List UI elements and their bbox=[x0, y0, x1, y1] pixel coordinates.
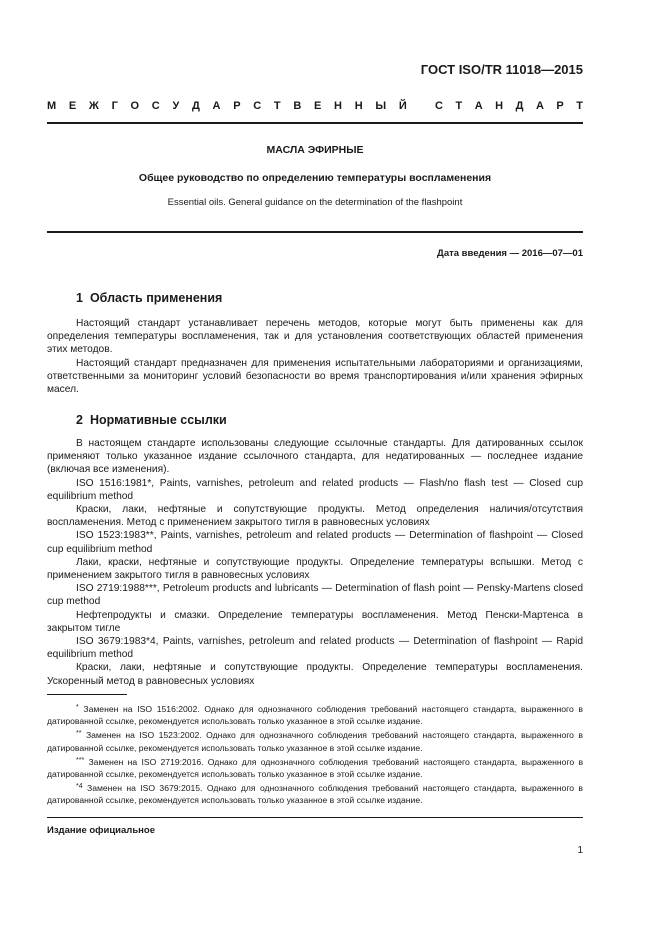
banner-letter: Е bbox=[314, 100, 322, 112]
interstate-standard-banner bbox=[47, 100, 583, 112]
banner-letter: Д bbox=[515, 100, 524, 112]
document-title-english: Essential oils. General guidance on the determination of the flashpoint bbox=[167, 197, 463, 208]
footnote: $^{*4}$ Заменен на ISO 3679:2015. Однако для однозначного соблюдения требований настоящего стандарта, выраженного в датированной ссылке, рекомендуется использовать только указанное в этой ссылке издание. bbox=[47, 783, 583, 806]
banner-letter: С bbox=[253, 100, 262, 112]
banner-letter: Ы bbox=[375, 100, 387, 112]
reference-entry: ISO 2719:1988***, Petroleum products and lubricants — Determination of flash point — Pensky-Martens closed cup method bbox=[47, 583, 583, 608]
standard-word bbox=[435, 100, 583, 112]
paragraph: В настоящем стандарте использованы следующие ссылочные стандарты. Для датированных ссылок применяют только указанное издание ссылочного стандарта, для недатированных — последнее издание (включая все изменения). bbox=[47, 438, 583, 476]
section-1-heading bbox=[76, 291, 222, 305]
footnotes bbox=[47, 702, 583, 808]
footnote: * Заменен на ISO 1516:2002. Однако для однозначного соблюдения требований настоящего стандарта, выраженного в датированной ссылке, рекомендуется использовать только указанное в этой ссылке издание. bbox=[47, 704, 583, 727]
title-rule bbox=[47, 231, 583, 233]
banner-letter: Т bbox=[455, 100, 463, 112]
banner-letter: Т bbox=[273, 100, 281, 112]
banner-letter: А bbox=[474, 100, 483, 112]
banner-letter: У bbox=[172, 100, 180, 112]
banner-letter: В bbox=[293, 100, 302, 112]
paragraph: Настоящий стандарт предназначен для применения испытательными лабораториями и организациями, ответственными за мониторинг условий безопасности во время транспортирования и/или хранения эфирных масел. bbox=[47, 357, 583, 396]
reference-entry: Краски, лаки, нефтяные и сопутствующие продукты. Определение температуры воспламенения. Ускоренный метод в равновесных условиях bbox=[47, 662, 583, 687]
reference-entry: ISO 1516:1981*, Paints, varnishes, petroleum and related products — Flash/no flash test — Closed cup equilibrium method bbox=[47, 477, 583, 502]
document-code: ГОСТ ISO/TR 11018—2015 bbox=[420, 62, 583, 77]
reference-entry: Лаки, краски, нефтяные и сопутствующие продукты. Определение температуры вспышки. Метод с применением закрытого тигля в равновесных условиях bbox=[47, 556, 583, 582]
document-subtitle: Общее руководство по определению температуры воспламенения bbox=[138, 172, 492, 184]
banner-letter: О bbox=[130, 100, 140, 112]
section-2-body bbox=[47, 437, 583, 688]
banner-letter: Й bbox=[398, 100, 407, 112]
banner-letter: Н bbox=[334, 100, 342, 112]
banner-letter: А bbox=[535, 100, 544, 112]
official-edition-label: Издание официальное bbox=[47, 825, 155, 836]
footer-rule bbox=[47, 817, 583, 818]
footnote-separator bbox=[47, 694, 127, 695]
section-2-heading bbox=[76, 413, 227, 427]
banner-letter: А bbox=[212, 100, 221, 112]
page-number: 1 bbox=[577, 845, 583, 856]
banner-letter: Г bbox=[111, 100, 118, 112]
banner-letter: С bbox=[151, 100, 160, 112]
reference-entry: Краски, лаки, нефтяные и сопутствующие продукты. Метод определения наличия/отсутствия воспламенения. Метод с применением закрытого тигля в равновесных условиях bbox=[47, 504, 583, 529]
section-1-body bbox=[47, 317, 583, 396]
interstate-word bbox=[47, 100, 407, 112]
introduction-date: Дата введения — 2016—07—01 bbox=[437, 248, 583, 259]
section-number: 1 bbox=[76, 291, 83, 305]
banner-letter: Д bbox=[192, 100, 200, 112]
paragraph: Настоящий стандарт устанавливает перечень методов, которые могут быть применены как для определения температуры воспламенения, так и для установления соответствующих областей применения этих методов. bbox=[47, 318, 583, 356]
reference-entry: Нефтепродукты и смазки. Определение температуры воспламенения. Метод Пенски-Мартенса в закрытом тигле bbox=[47, 609, 583, 634]
document-title: МАСЛА ЭФИРНЫЕ bbox=[266, 144, 364, 156]
banner-letter: Т bbox=[576, 100, 583, 112]
banner-letter: Р bbox=[233, 100, 241, 112]
section-number: 2 bbox=[76, 413, 83, 427]
banner-letter: Е bbox=[68, 100, 77, 112]
footnote: ** Заменен на ISO 1523:2002. Однако для однозначного соблюдения требований настоящего стандарта, выраженного в датированной ссылке, рекомендуется использовать только указанное в этой ссылке издание. bbox=[47, 730, 584, 753]
section-title: Нормативные ссылки bbox=[89, 413, 227, 427]
banner-letter: Ж bbox=[88, 100, 99, 112]
reference-entry: ISO 3679:1983*4, Paints, varnishes, petroleum and related products — Determination of flashpoint — Rapid equilibrium method bbox=[47, 636, 583, 661]
footnote: *** Заменен на ISO 2719:2016. Однако для однозначного соблюдения требований настоящего стандарта, выраженного в датированной ссылке, рекомендуется использовать только указанное в этой ссылке издание. bbox=[47, 756, 584, 780]
banner-letter: Н bbox=[495, 100, 504, 112]
banner-letter: С bbox=[435, 100, 443, 112]
banner-letter: М bbox=[47, 100, 57, 112]
header-rule bbox=[47, 122, 583, 124]
banner-letter: Р bbox=[556, 100, 564, 112]
section-title: Область применения bbox=[89, 291, 223, 305]
banner-letter: Н bbox=[354, 100, 363, 112]
reference-entry: ISO 1523:1983**, Paints, varnishes, petroleum and related products — Determination of flashpoint — Closed cup equilibrium method bbox=[47, 530, 583, 555]
